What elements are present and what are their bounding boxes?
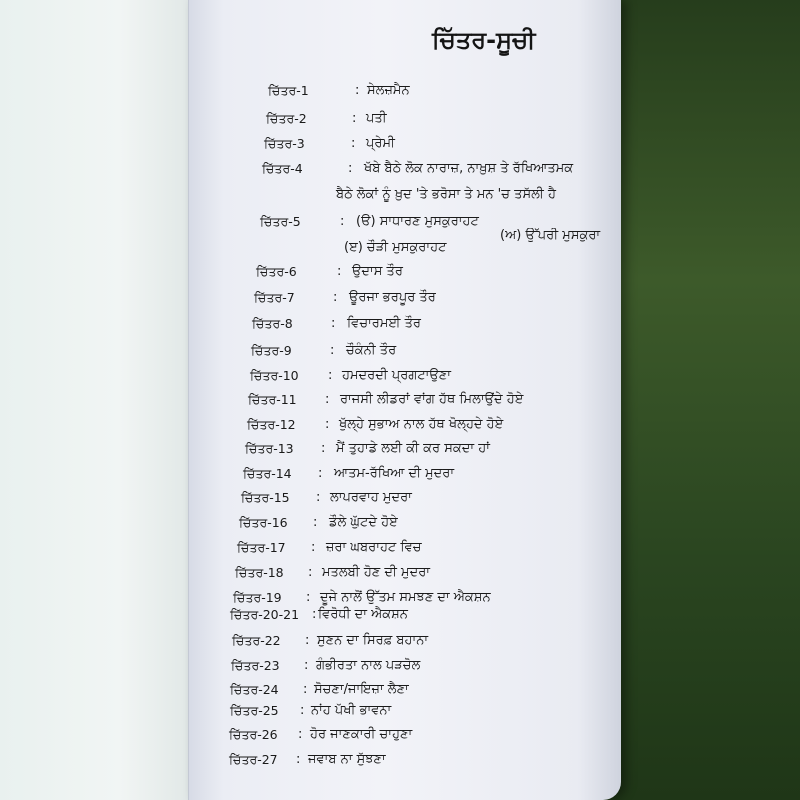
- figure-label: ਚਿੱਤਰ-13: [245, 441, 294, 456]
- background-foliage: [590, 0, 800, 800]
- separator-colon: :: [325, 417, 330, 432]
- figure-label: ਚਿੱਤਰ-23: [231, 658, 280, 673]
- figure-label: ਚਿੱਤਰ-22: [232, 633, 281, 648]
- separator-colon: :: [306, 590, 311, 605]
- figure-caption: ਜ਼ਰਾ ਘਬਰਾਹਟ ਵਿਚ: [326, 540, 422, 555]
- figure-label: ਚਿੱਤਰ-6: [256, 264, 297, 279]
- separator-colon: :: [313, 515, 318, 530]
- figure-label: ਚਿੱਤਰ-5: [260, 214, 301, 229]
- separator-colon: :: [352, 111, 357, 126]
- figure-caption-continued: (ੲ) ਚੌੜੀ ਮੁਸਕੁਰਾਹਟ: [344, 240, 447, 255]
- separator-colon: :: [351, 136, 356, 151]
- figure-caption: ਲਾਪਰਵਾਹ ਮੁਦਰਾ: [330, 490, 412, 505]
- figure-label: ਚਿੱਤਰ-17: [237, 540, 286, 555]
- figure-label: ਚਿੱਤਰ-25: [230, 703, 279, 718]
- separator-colon: :: [328, 368, 333, 383]
- figure-caption: ਖੁੱਲ੍ਹੇ ਸੁਭਾਅ ਨਾਲ ਹੱਥ ਖੋਲ੍ਹਦੇ ਹੋਏ: [339, 417, 504, 432]
- figure-caption: ਰਾਜਸੀ ਲੀਡਰਾਂ ਵਾਂਗ ਹੱਥ ਮਿਲਾਉਂਦੇ ਹੋਏ: [340, 392, 524, 407]
- separator-colon: :: [325, 392, 330, 407]
- figure-caption: ਸੋਚਣਾ/ਜਾਇਜ਼ਾ ਲੈਣਾ: [314, 682, 409, 697]
- figure-caption-option: (ਅ) ਉੱਪਰੀ ਮੁਸਕੁਰਾ: [500, 228, 601, 243]
- figure-caption: ਵਿਰੋਧੀ ਦਾ ਐਕਸ਼ਨ: [318, 607, 408, 622]
- figure-label: ਚਿੱਤਰ-4: [262, 161, 303, 176]
- separator-colon: :: [296, 752, 301, 767]
- separator-colon: :: [305, 633, 310, 648]
- separator-colon: :: [316, 490, 321, 505]
- figure-caption: ਸੇਲਜ਼ਮੈਨ: [367, 83, 410, 98]
- figure-caption: ਜਵਾਬ ਨਾ ਸੁੱਝਣਾ: [308, 752, 386, 767]
- figure-caption: ਖੱਬੇ ਬੈਠੇ ਲੋਕ ਨਾਰਾਜ਼, ਨਾਖ਼ੁਸ਼ ਤੇ ਰੱਖਿਆਤਮਕ: [364, 161, 574, 176]
- separator-colon: :: [340, 214, 345, 229]
- separator-colon: :: [318, 466, 323, 481]
- separator-colon: :: [303, 682, 308, 697]
- separator-colon: :: [300, 703, 305, 718]
- figure-label: ਚਿੱਤਰ-14: [243, 466, 292, 481]
- figure-label: ਚਿੱਤਰ-7: [254, 290, 295, 305]
- separator-colon: :: [331, 316, 336, 331]
- figure-caption: ਮਤਲਬੀ ਹੋਣ ਦੀ ਮੁਦਰਾ: [322, 565, 430, 580]
- background-left: [0, 0, 200, 800]
- figure-caption: ਵਿਚਾਰਮਈ ਤੌਰ: [347, 316, 421, 331]
- separator-colon: :: [308, 565, 313, 580]
- separator-colon: :: [298, 727, 303, 742]
- figure-caption: ਦੂਜੇ ਨਾਲੋਂ ਉੱਤਮ ਸਮਝਣ ਦਾ ਐਕਸ਼ਨ: [320, 590, 491, 605]
- figure-label: ਚਿੱਤਰ-10: [250, 368, 299, 383]
- figure-caption: ਚੌਕੰਨੀ ਤੌਰ: [346, 343, 397, 358]
- figure-label: ਚਿੱਤਰ-9: [251, 343, 292, 358]
- figure-label: ਚਿੱਤਰ-15: [241, 490, 290, 505]
- separator-colon: :: [311, 540, 316, 555]
- separator-colon: :: [304, 658, 309, 673]
- page-title: ਚਿੱਤਰ-ਸੂਚੀ: [432, 26, 536, 54]
- figure-caption: ਹਮਦਰਦੀ ਪ੍ਰਗਟਾਉਣਾ: [342, 368, 451, 383]
- figure-caption: ਊਰਜਾ ਭਰਪੂਰ ਤੌਰ: [349, 290, 436, 305]
- figure-caption: ਗੰਭੀਰਤਾ ਨਾਲ ਪੜਚੋਲ: [316, 658, 421, 673]
- figure-label: ਚਿੱਤਰ-16: [239, 515, 288, 530]
- figure-caption: ਆਤਮ-ਰੱਖਿਆ ਦੀ ਮੁਦਰਾ: [334, 466, 455, 481]
- figure-label: ਚਿੱਤਰ-27: [229, 752, 278, 767]
- figure-caption: ਡੌਲੇ ਘੁੱਟਦੇ ਹੋਏ: [329, 515, 398, 530]
- figure-label: ਚਿੱਤਰ-1: [268, 83, 309, 98]
- figure-caption: ਮੈਂ ਤੁਹਾਡੇ ਲਈ ਕੀ ਕਰ ਸਕਦਾ ਹਾਂ: [336, 441, 490, 456]
- separator-colon: :: [355, 83, 360, 98]
- figure-label: ਚਿੱਤਰ-18: [235, 565, 284, 580]
- figure-label: ਚਿੱਤਰ-20-21: [230, 607, 300, 622]
- separator-colon: :: [348, 161, 353, 176]
- separator-colon: :: [333, 290, 338, 305]
- figure-caption: ਹੋਰ ਜਾਣਕਾਰੀ ਚਾਹੁਣਾ: [310, 727, 413, 742]
- figure-label: ਚਿੱਤਰ-26: [229, 727, 278, 742]
- figure-label: ਚਿੱਤਰ-2: [266, 111, 307, 126]
- figure-label: ਚਿੱਤਰ-24: [230, 682, 279, 697]
- figure-caption: ਪਤੀ: [366, 111, 387, 126]
- figure-caption: ਨਾਂਹ ਪੱਖੀ ਭਾਵਨਾ: [311, 703, 392, 718]
- separator-colon: :: [312, 607, 317, 622]
- figure-caption: ਸੁਣਨ ਦਾ ਸਿਰਫ਼ ਬਹਾਨਾ: [317, 633, 429, 648]
- figure-caption: ਪ੍ਰੇਮੀ: [366, 136, 395, 151]
- separator-colon: :: [330, 343, 335, 358]
- figure-caption: ਉਦਾਸ ਤੌਰ: [352, 264, 403, 279]
- figure-label: ਚਿੱਤਰ-11: [248, 392, 297, 407]
- separator-colon: :: [321, 441, 326, 456]
- figure-caption-continued: ਬੈਠੇ ਲੋਕਾਂ ਨੂੰ ਖ਼ੁਦ 'ਤੇ ਭਰੋਸਾ ਤੇ ਮਨ 'ਚ ਤਸੱਲੀ ਹੈ: [336, 187, 556, 202]
- figure-label: ਚਿੱਤਰ-8: [252, 316, 293, 331]
- separator-colon: :: [337, 264, 342, 279]
- figure-label: ਚਿੱਤਰ-19: [233, 590, 282, 605]
- figure-label: ਚਿੱਤਰ-3: [264, 136, 305, 151]
- figure-label: ਚਿੱਤਰ-12: [247, 417, 296, 432]
- figure-caption: (ੳ) ਸਾਧਾਰਣ ਮੁਸਕੁਰਾਹਟ: [356, 214, 479, 229]
